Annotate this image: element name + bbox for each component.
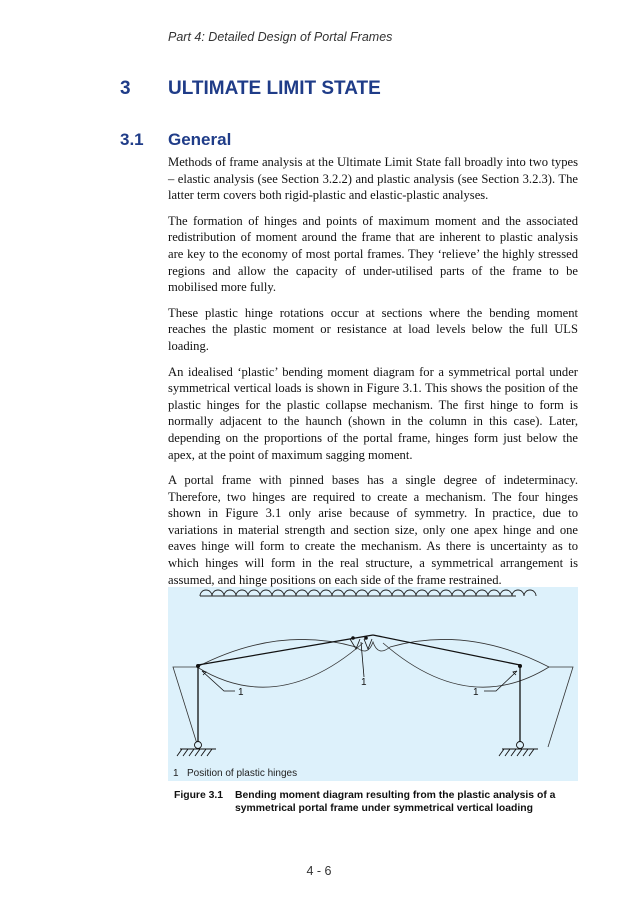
running-header: Part 4: Detailed Design of Portal Frames [168,30,393,44]
bending-moment-diagram [173,639,573,747]
figure-portal-frame [168,587,578,781]
subsection-title: General [168,130,232,149]
plastic-hinge-right [518,664,522,668]
figure-caption-label: Figure 3.1 [174,790,224,801]
body-text [168,154,578,597]
subsection-number: 3.1 [120,130,144,149]
plastic-hinge-apex-right [364,636,368,640]
page-number: 4 - 6 [306,864,332,878]
paragraph: These plastic hinge rotations occur at sections where the bending moment reaches the plastic moment or resistance at load levels below the full ULS loading. [168,305,578,353]
portal-frame-diagram [168,587,578,781]
figure-key-number: 1 [173,768,179,779]
figure-caption-text: Bending moment diagram resulting from the plastic analysis of a symmetrical portal frame under symmetrical vertical loading [235,790,556,814]
callout-label-left: 1 [238,687,244,698]
distributed-load-symbol [200,590,536,596]
callout-label-center: 1 [361,677,367,688]
paragraph: The formation of hinges and points of maximum moment and the associated redistribution of moment around the frame that are inherent to plastic analysis are key to the economy of most portal frames. They ‘relieve’ the highly stressed regions and allow the capacity of under-utilised parts of the frame to be mobilised more fully. [168,213,578,295]
section-heading [120,78,381,100]
plastic-hinge-left [196,664,200,668]
section-title: ULTIMATE LIMIT STATE [168,78,381,99]
figure-key-text: Position of plastic hinges [187,768,298,779]
section-number: 3 [120,78,131,99]
subsection-heading [120,130,231,150]
portal-frame [198,635,520,747]
callout-label-right: 1 [473,687,479,698]
paragraph: A portal frame with pinned bases has a single degree of indeterminacy. Therefore, two hinges are required to create a mechanism. The four hinges shown in Figure 3.1 only arise because of symmetry. In practice, due to variations in material strength and section size, only one apex hinge and one eaves hinge will form to create the mechanism. As there is uncertainty as to which hinges will form in the real structure, a symmetrical arrangement is assumed, and hinge positions on each side of the frame restrained. [168,473,578,587]
pinned-base-right [499,742,538,757]
paragraph: Methods of frame analysis at the Ultimate Limit State fall broadly into two types – elastic analysis (see Section 3.2.2) and plastic analysis (see Section 3.2.3). The latter term covers both rigid-plastic and elastic-plastic analyses. [168,155,578,203]
plastic-hinge-apex-left [351,636,355,640]
figure-key [173,768,297,779]
paragraph: An idealised ‘plastic’ bending moment diagram for a symmetrical portal under symmetrical vertical loads is shown in Figure 3.1. This shows the position of the plastic hinges for the plastic collapse mechanism. The first hinge to form is normally adjacent to the haunch (shown in the column in this case). Later, depending on the proportions of the portal frame, hinges form just below the apex, at the point of maximum sagging moment. [168,364,578,462]
pinned-base-left [177,742,216,757]
